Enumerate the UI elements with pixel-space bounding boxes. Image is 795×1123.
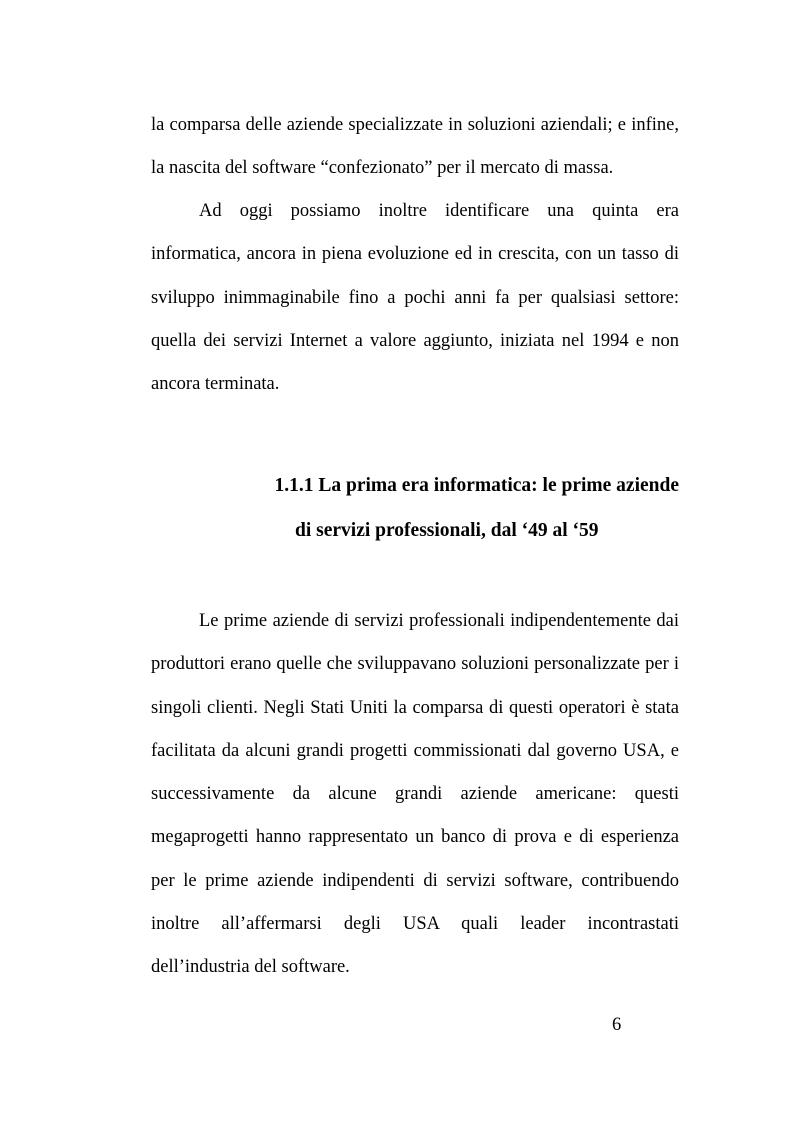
text-line: la nascita del software “confezionato” per il mercato di massa. [151,158,614,178]
text-line: singoli clienti. Negli Stati Uniti la comparsa di questi operatori è stata [151,698,679,718]
text-line: successivamente da alcune grandi aziende americane: questi [151,784,679,804]
text-line: la comparsa delle aziende specializzate in soluzioni aziendali; e infine, [151,115,679,135]
page-number: 6 [612,1015,622,1035]
text-line: Ad oggi possiamo inoltre identificare una quinta era [199,201,679,221]
text-line: quella dei servizi Internet a valore aggiunto, iniziata nel 1994 e non [151,331,679,351]
text-line: informatica, ancora in piena evoluzione ed in crescita, con un tasso di [151,244,679,264]
text-line: inoltre all’affermarsi degli USA quali leader incontrastati [151,914,679,934]
heading-line: di servizi professionali, dal ‘49 al ‘59 [295,520,599,541]
heading-line: 1.1.1 La prima era informatica: le prime aziende [274,475,679,496]
text-line: sviluppo inimmaginabile fino a pochi anni fa per qualsiasi settore: [151,288,679,308]
text-line: facilitata da alcuni grandi progetti commissionati dal governo USA, e [151,741,679,761]
text-line: dell’industria del software. [151,957,350,977]
text-line: Le prime aziende di servizi professionali indipendentemente dai [199,611,679,631]
text-line: ancora terminata. [151,374,280,394]
text-line: megaprogetti hanno rappresentato un banco di prova e di esperienza [151,827,679,847]
text-line: per le prime aziende indipendenti di servizi software, contribuendo [151,871,679,891]
text-line: produttori erano quelle che sviluppavano soluzioni personalizzate per i [151,654,679,674]
